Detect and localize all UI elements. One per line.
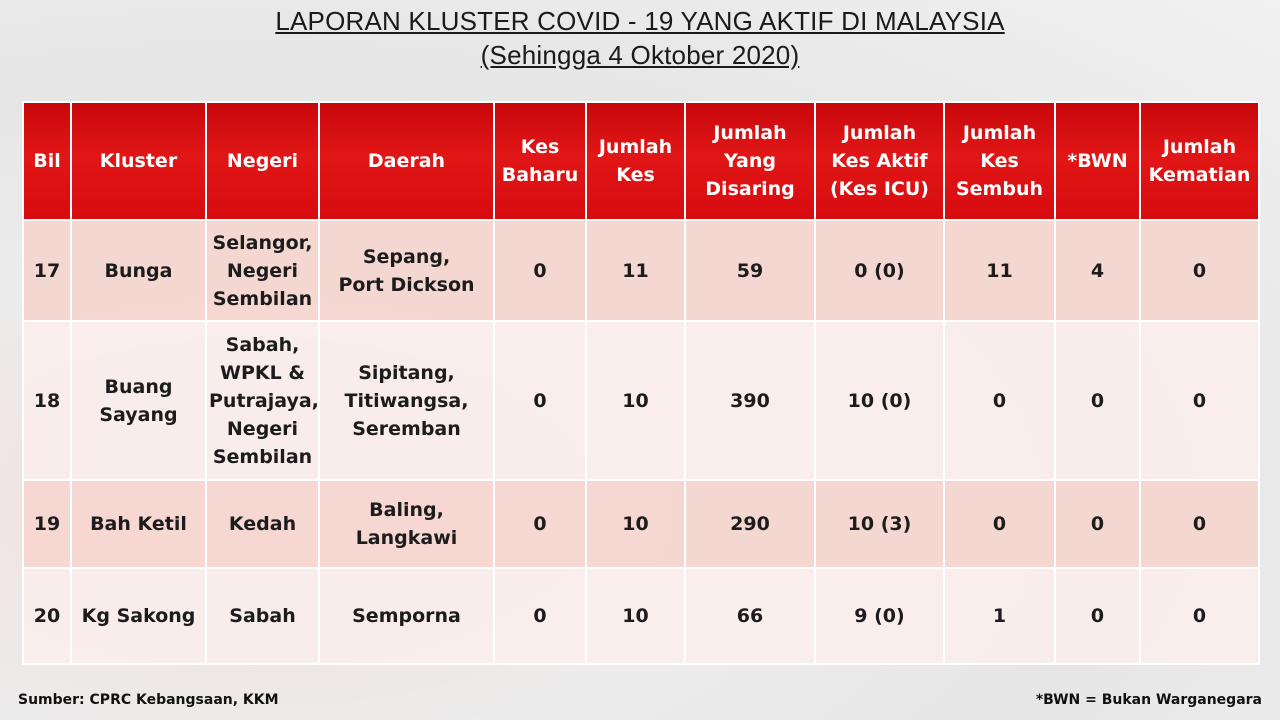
cell-daerah: Baling, Langkawi: [319, 480, 494, 568]
cell-kes-baharu: 0: [494, 568, 586, 664]
cell-jumlah-kes: 10: [586, 321, 685, 480]
header-kes-sembuh: Jumlah Kes Sembuh: [944, 102, 1055, 220]
cell-kluster: Buang Sayang: [71, 321, 206, 480]
cell-bwn: 0: [1055, 568, 1140, 664]
source-note: Sumber: CPRC Kebangsaan, KKM: [18, 692, 279, 708]
cell-negeri: Kedah: [206, 480, 319, 568]
cell-jumlah-disaring: 390: [685, 321, 815, 480]
cell-kematian: 0: [1140, 480, 1259, 568]
table-row: [23, 220, 1259, 321]
header-bwn: *BWN: [1055, 102, 1140, 220]
cell-negeri: Selangor, Negeri Sembilan: [206, 220, 319, 321]
cell-bwn: 0: [1055, 321, 1140, 480]
cell-jumlah-kes: 10: [586, 480, 685, 568]
table-row: [23, 568, 1259, 664]
table-row: [23, 480, 1259, 568]
header-kes-baharu: Kes Baharu: [494, 102, 586, 220]
cell-kes-sembuh: 0: [944, 480, 1055, 568]
table-row: [23, 321, 1259, 480]
header-kematian: Jumlah Kematian: [1140, 102, 1259, 220]
cell-kes-aktif: 10 (3): [815, 480, 944, 568]
cell-jumlah-disaring: 59: [685, 220, 815, 321]
cell-bwn: 0: [1055, 480, 1140, 568]
cell-jumlah-disaring: 290: [685, 480, 815, 568]
cell-kematian: 0: [1140, 568, 1259, 664]
cluster-table: [22, 101, 1260, 665]
cell-bil: 18: [23, 321, 71, 480]
header-jumlah-disaring: Jumlah Yang Disaring: [685, 102, 815, 220]
report-title: [0, 4, 1280, 72]
cell-bil: 20: [23, 568, 71, 664]
cell-kluster: Kg Sakong: [71, 568, 206, 664]
cell-daerah: Sipitang, Titiwangsa, Seremban: [319, 321, 494, 480]
cell-kes-aktif: 10 (0): [815, 321, 944, 480]
cell-negeri: Sabah: [206, 568, 319, 664]
cell-kes-baharu: 0: [494, 480, 586, 568]
cell-negeri: Sabah, WPKL & Putrajaya, Negeri Sembilan: [206, 321, 319, 480]
cell-kes-sembuh: 0: [944, 321, 1055, 480]
cell-kes-aktif: 0 (0): [815, 220, 944, 321]
cell-bwn: 4: [1055, 220, 1140, 321]
header-kluster: Kluster: [71, 102, 206, 220]
header-kes-aktif: Jumlah Kes Aktif (Kes ICU): [815, 102, 944, 220]
title-line-2: (Sehingga 4 Oktober 2020): [480, 40, 800, 70]
header-bil: Bil: [23, 102, 71, 220]
cell-daerah: Semporna: [319, 568, 494, 664]
table-header-row: [23, 102, 1259, 220]
cell-kes-baharu: 0: [494, 220, 586, 321]
cell-daerah: Sepang, Port Dickson: [319, 220, 494, 321]
cell-jumlah-disaring: 66: [685, 568, 815, 664]
cell-kematian: 0: [1140, 220, 1259, 321]
header-negeri: Negeri: [206, 102, 319, 220]
cell-kes-sembuh: 1: [944, 568, 1055, 664]
cell-kematian: 0: [1140, 321, 1259, 480]
cell-kluster: Bah Ketil: [71, 480, 206, 568]
header-daerah: Daerah: [319, 102, 494, 220]
header-jumlah-kes: Jumlah Kes: [586, 102, 685, 220]
cell-kluster: Bunga: [71, 220, 206, 321]
cell-bil: 19: [23, 480, 71, 568]
cell-jumlah-kes: 11: [586, 220, 685, 321]
bwn-legend-note: *BWN = Bukan Warganegara: [1035, 692, 1262, 708]
cell-kes-baharu: 0: [494, 321, 586, 480]
cell-jumlah-kes: 10: [586, 568, 685, 664]
cell-kes-aktif: 9 (0): [815, 568, 944, 664]
cell-kes-sembuh: 11: [944, 220, 1055, 321]
title-line-1: LAPORAN KLUSTER COVID - 19 YANG AKTIF DI MALAYSIA: [275, 6, 1005, 36]
cell-bil: 17: [23, 220, 71, 321]
